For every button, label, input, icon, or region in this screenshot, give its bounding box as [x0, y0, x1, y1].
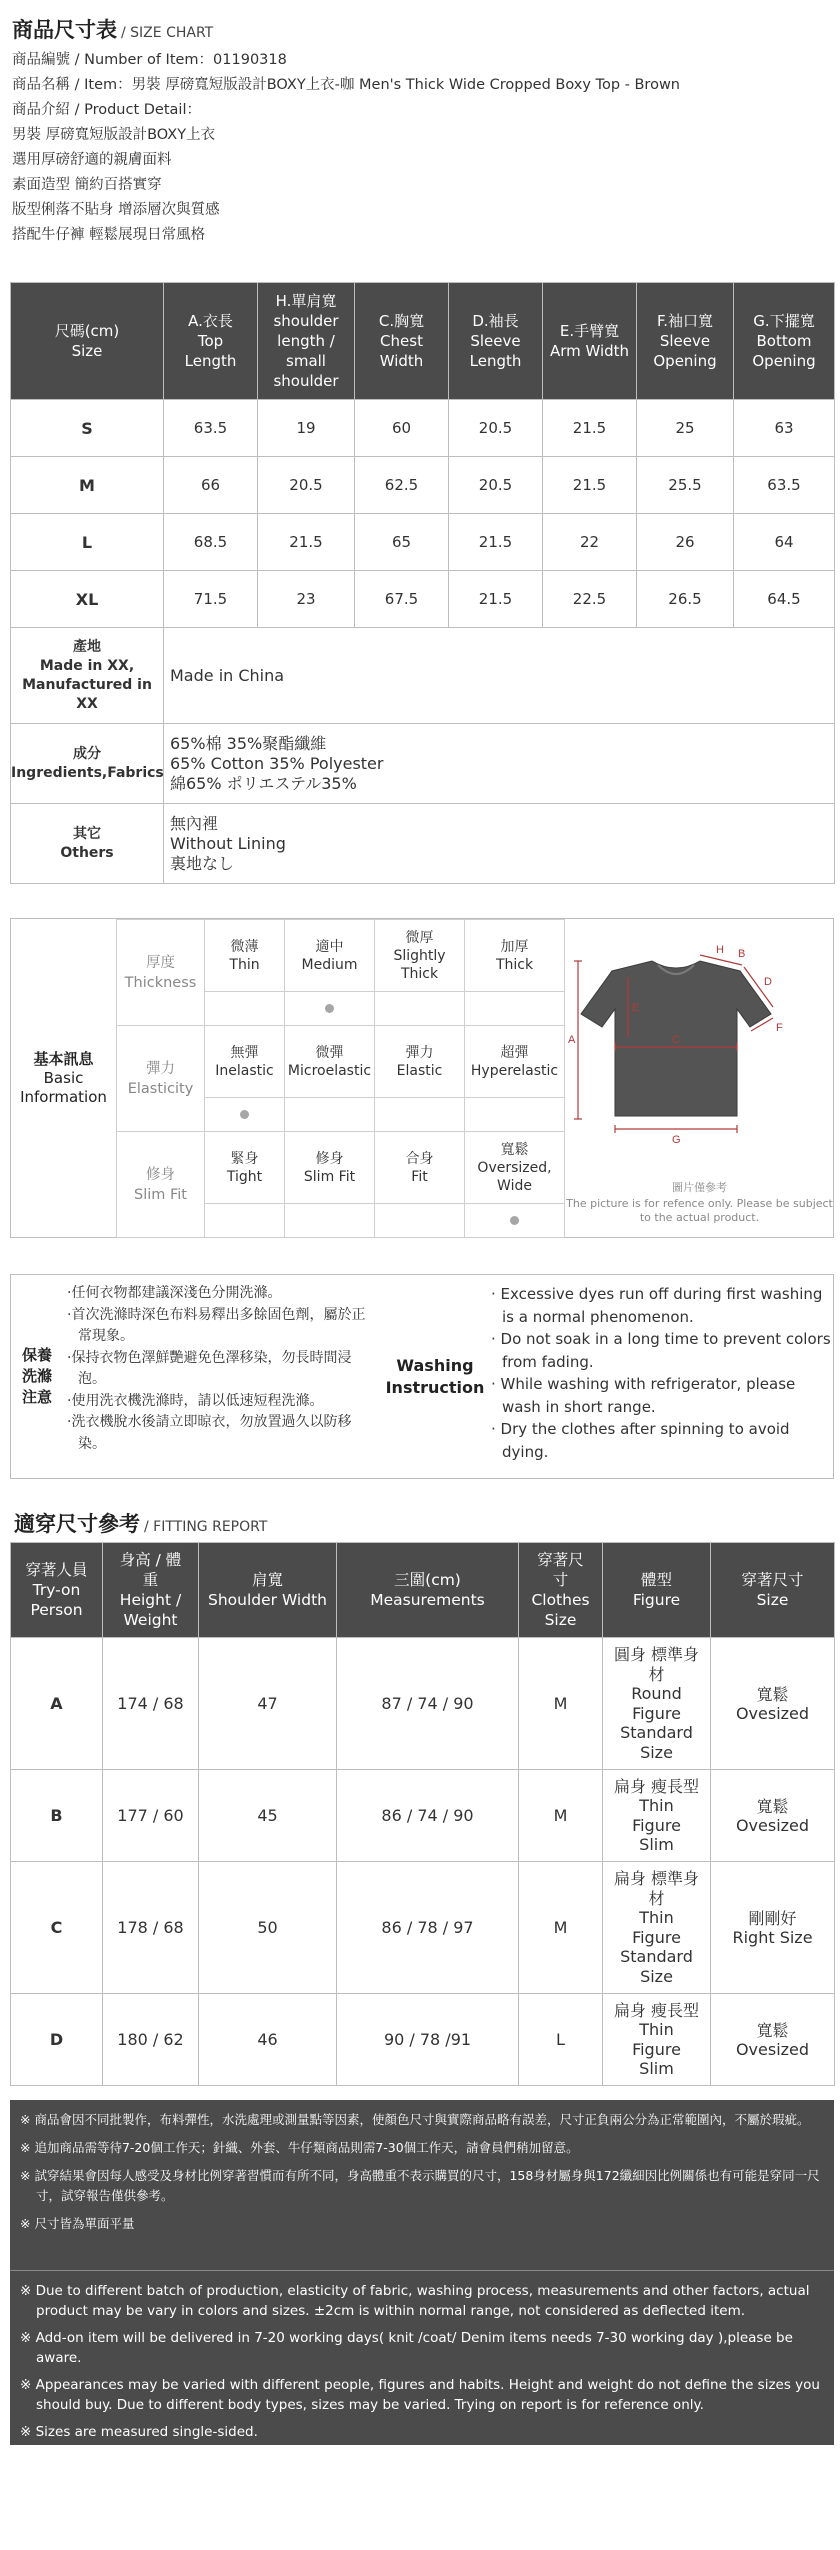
marker-cell [285, 992, 375, 1026]
table-cell: M [519, 1638, 603, 1770]
table-cell: 67.5 [355, 571, 449, 628]
product-detail-line: 男裝 厚磅寬短版設計BOXY上衣 [12, 127, 216, 143]
marker-cell [205, 1098, 285, 1132]
figure-cell: 圓身 標準身 材 Round Figure Standard Size [603, 1638, 711, 1770]
thickness-label: 厚度 Thickness [117, 920, 205, 1026]
table-cell: 47 [199, 1638, 337, 1770]
item-name: 商品名稱 / Item：男裝 厚磅寬短版設計BOXY上衣-咖 Men's Thick Wide Cropped Boxy Top - Brown [12, 77, 680, 93]
marker-cell [375, 992, 465, 1026]
measurement-diagram [566, 919, 833, 1237]
thickness-option: 加厚 Thick [465, 920, 565, 992]
origin-row [11, 628, 835, 724]
table-cell: 21.5 [543, 400, 637, 457]
table-cell: 64 [734, 514, 835, 571]
product-detail-line: 選用厚磅舒適的親膚面料 [12, 152, 172, 168]
marker-cell [205, 1204, 285, 1238]
note-item: ※ Sizes are measured single-sided. [20, 2424, 258, 2440]
table-cell: M [519, 1770, 603, 1862]
header-person: 穿著人員 Try-on Person [11, 1543, 103, 1638]
table-cell: 64.5 [734, 571, 835, 628]
table-cell: 90 / 78 /91 [337, 1994, 519, 2086]
letter-h: H [716, 944, 724, 956]
table-cell: 26.5 [637, 571, 734, 628]
table-cell: 22 [543, 514, 637, 571]
figure-cell: 扁身 瘦長型 Thin Figure Slim [603, 1770, 711, 1862]
origin-label: 產地 Made in XX, Manufactured in XX [11, 628, 164, 724]
product-detail-line: 素面造型 簡約百搭實穿 [12, 177, 162, 193]
fitting-row-c [11, 1862, 835, 1994]
marker-cell [375, 1098, 465, 1132]
selected-dot [240, 1110, 249, 1119]
note-item: ※ 商品會因不同批製作，布料彈性，水洗處理或測量點等因素，使顏色尺寸與實際商品略有誤差，尺寸正負兩公分為正常範圍內，不屬於瑕疵。 [20, 2112, 810, 2127]
header-clothes-size: 穿著尺 寸 Clothes Size [519, 1543, 603, 1638]
tshirt-diagram [566, 919, 833, 1159]
basic-info-label: 基本訊息 Basic Information [20, 1049, 107, 1106]
header-sleeve-length: D.袖長 Sleeve Length [449, 283, 543, 400]
others-value: 無內裡 Without Lining 裏地なし [164, 804, 835, 884]
marker-cell [465, 1098, 565, 1132]
marker-cell [465, 992, 565, 1026]
table-cell: 19 [258, 400, 355, 457]
note-item: ※ 追加商品需等待7-20個工作天；針織、外套、牛仔類商品則需7-30個工作天，請會員們稍加留意。 [20, 2140, 579, 2155]
thickness-option: 微厚 Slightly Thick [375, 920, 465, 992]
header-sleeve-opening: F.袖口寬 Sleeve Opening [637, 283, 734, 400]
header-fit-size: 穿著尺寸 Size [711, 1543, 835, 1638]
diagram-caption-en: The picture is for refence only. Please be subject [566, 1197, 833, 1210]
diagram-caption-zh: 圖片僅參考 [672, 1181, 727, 1194]
table-cell: 63 [734, 400, 835, 457]
fit-label: 修身 Slim Fit [117, 1132, 205, 1238]
size-label: L [11, 514, 164, 571]
marker-cell [285, 1204, 375, 1238]
marker-cell [285, 1098, 375, 1132]
note-item: ※ 試穿結果會因每人感受及身材比例穿著習慣而有所不同，身高體重不表示購買的尺寸，158身材屬身與172纖細因比例關係也有可能是穿同一尺寸，試穿報告僅供參考。 [20, 2168, 820, 2203]
others-label: 其它 Others [11, 804, 164, 884]
size-label: XL [11, 571, 164, 628]
fitting-row-b [11, 1770, 835, 1862]
fit-option: 緊身 Tight [205, 1132, 285, 1204]
elasticity-option: 無彈 Inelastic [205, 1026, 285, 1098]
size-label: M [11, 457, 164, 514]
note-item: ※ Due to different batch of production, elasticity of fabric, washing process, measurements and other factors, actual product may be vary in colors and sizes. ±2cm is within normal range, not considered as deflected item. [20, 2283, 810, 2319]
washing-label-zh: 保養 洗滌 注意 [21, 1346, 52, 1406]
fit-option: 寬鬆 Oversized, Wide [465, 1132, 565, 1204]
elasticity-option: 彈力 Elastic [375, 1026, 465, 1098]
washing-list-en [491, 1283, 831, 1463]
table-cell: 63.5 [734, 457, 835, 514]
table-cell: 180 / 62 [103, 1994, 199, 2086]
fitting-report-title [14, 1508, 267, 1538]
fit-cell: 寬鬆 Ovesized [711, 1770, 835, 1862]
person-label: C [11, 1862, 103, 1994]
table-cell: 23 [258, 571, 355, 628]
size-chart-title [12, 14, 828, 44]
header-height-weight: 身高 / 體 重 Height / Weight [103, 1543, 199, 1638]
header-bottom-opening: G.下擺寬 Bottom Opening [734, 283, 835, 400]
letter-c: C [672, 1034, 680, 1046]
product-detail-label: 商品介紹 / Product Detail： [12, 102, 201, 118]
note-item: ※ 尺寸皆為單面平量 [20, 2216, 135, 2231]
notes-en [10, 2282, 824, 2443]
size-table [10, 282, 835, 884]
diagram-caption-en-2: to the actual product. [639, 1211, 760, 1224]
table-cell: 86 / 74 / 90 [337, 1770, 519, 1862]
table-cell: 20.5 [449, 457, 543, 514]
table-cell: 21.5 [449, 571, 543, 628]
fitting-row-a [11, 1638, 835, 1770]
header-shoulder-width: 肩寬 Shoulder Width [199, 1543, 337, 1638]
attribute-grid [116, 919, 565, 1238]
table-cell: 26 [637, 514, 734, 571]
fit-options [117, 1132, 565, 1204]
selected-dot [510, 1216, 519, 1225]
title-sub: / SIZE CHART [121, 25, 214, 41]
person-label: D [11, 1994, 103, 2086]
fit-cell: 剛剛好 Right Size [711, 1862, 835, 1994]
size-row-s [11, 400, 835, 457]
table-cell: 20.5 [449, 400, 543, 457]
size-label: S [11, 400, 164, 457]
selected-dot [325, 1004, 334, 1013]
fitting-title-sub: / FITTING REPORT [144, 1519, 268, 1535]
list-item: ·使用洗衣機洗滌時，請以低速短程洗滌。 [67, 1392, 324, 1409]
table-cell: 178 / 68 [103, 1862, 199, 1994]
thickness-option: 微薄 Thin [205, 920, 285, 992]
person-label: A [11, 1638, 103, 1770]
table-cell: 86 / 78 / 97 [337, 1862, 519, 1994]
notes-zh [10, 2110, 824, 2234]
list-item: · Excessive dyes run off during first washing is a normal phenomenon. [491, 1285, 823, 1326]
fit-cell: 寬鬆 Ovesized [711, 1994, 835, 2086]
washing-instructions [10, 1274, 834, 1479]
table-cell: 177 / 60 [103, 1770, 199, 1862]
list-item: · While washing with refrigerator, please wash in short range. [491, 1375, 796, 1416]
size-table-header [11, 283, 835, 400]
letter-a: A [568, 1034, 576, 1046]
fitting-table [10, 1542, 835, 2086]
list-item: ·首次洗滌時深色布料易釋出多餘固色劑，屬於正常現象。 [67, 1306, 366, 1344]
list-item: ·保持衣物色澤鮮艷避免色澤移染，勿長時間浸泡。 [67, 1349, 352, 1387]
letter-f: F [776, 1022, 783, 1034]
header-top-length: A.衣長 Top Length [164, 283, 258, 400]
size-row-xl [11, 571, 835, 628]
others-row [11, 804, 835, 884]
washing-list-zh [67, 1283, 377, 1455]
fit-option: 合身 Fit [375, 1132, 465, 1204]
table-cell: 71.5 [164, 571, 258, 628]
table-cell: 87 / 74 / 90 [337, 1638, 519, 1770]
size-row-m [11, 457, 835, 514]
header-arm-width: E.手臂寬 Arm Width [543, 283, 637, 400]
table-cell: 50 [199, 1862, 337, 1994]
elasticity-option: 超彈 Hyperelastic [465, 1026, 565, 1098]
table-cell: 25.5 [637, 457, 734, 514]
product-header [12, 14, 828, 248]
fit-option: 修身 Slim Fit [285, 1132, 375, 1204]
table-cell: 21.5 [258, 514, 355, 571]
marker-cell [375, 1204, 465, 1238]
letter-e: E [632, 1002, 640, 1014]
fitting-title-main: 適穿尺寸參考 [14, 1512, 140, 1536]
table-cell: 65 [355, 514, 449, 571]
table-cell: L [519, 1994, 603, 2086]
list-item: ·洗衣機脫水後請立即晾衣，勿放置過久以防移染。 [67, 1414, 352, 1452]
elasticity-label: 彈力 Elasticity [117, 1026, 205, 1132]
thickness-options [117, 920, 565, 992]
marker-cell [465, 1204, 565, 1238]
table-cell: 46 [199, 1994, 337, 2086]
person-label: B [11, 1770, 103, 1862]
header-figure: 體型 Figure [603, 1543, 711, 1638]
fitting-table-header [11, 1543, 835, 1638]
origin-value: Made in China [164, 628, 835, 724]
elasticity-options [117, 1026, 565, 1098]
letter-b: B [738, 948, 746, 960]
size-row-l [11, 514, 835, 571]
title-main: 商品尺寸表 [12, 18, 117, 42]
table-cell: 22.5 [543, 571, 637, 628]
basic-info [10, 918, 834, 1238]
fit-cell: 寬鬆 Ovesized [711, 1638, 835, 1770]
header-shoulder: H.單肩寬 shoulder length / small shoulder [258, 283, 355, 400]
table-cell: 21.5 [449, 514, 543, 571]
letter-g: G [672, 1134, 681, 1146]
table-cell: 45 [199, 1770, 337, 1862]
fabric-value: 65%棉 35%聚酯纖維 65% Cotton 35% Polyester 綿65% ポリエステル35% [164, 724, 835, 804]
item-number: 商品編號 / Number of Item：01190318 [12, 52, 287, 68]
note-item: ※ Appearances may be varied with different people, figures and habits. Height and weight do not define the sizes you should buy. Due to different body types, sizes may be varied. Trying on report is for reference only. [20, 2377, 820, 2413]
washing-label-en: Washing Instruction [385, 1355, 485, 1397]
product-detail-line: 版型俐落不貼身 增添層次與質感 [12, 202, 220, 218]
list-item: · Do not soak in a long time to prevent colors from fading. [491, 1330, 831, 1371]
table-cell: 62.5 [355, 457, 449, 514]
figure-cell: 扁身 瘦長型 Thin Figure Slim [603, 1994, 711, 2086]
table-cell: 60 [355, 400, 449, 457]
header-measurements: 三圍(cm) Measurements [337, 1543, 519, 1638]
header-size: 尺碼(cm) Size [11, 283, 164, 400]
marker-cell [205, 992, 285, 1026]
thickness-option: 適中 Medium [285, 920, 375, 992]
elasticity-option: 微彈 Microelastic [285, 1026, 375, 1098]
table-cell: 174 / 68 [103, 1638, 199, 1770]
letter-d: D [764, 976, 772, 988]
product-detail-line: 搭配牛仔褲 輕鬆展現日常風格 [12, 227, 206, 243]
table-cell: 66 [164, 457, 258, 514]
list-item: ·任何衣物都建議深淺色分開洗滌。 [67, 1285, 282, 1301]
table-cell: 25 [637, 400, 734, 457]
table-cell: 21.5 [543, 457, 637, 514]
note-item: ※ Add-on item will be delivered in 7-20 working days( knit /coat/ Denim items needs 7-30 working day ),please be aware. [20, 2330, 793, 2366]
table-cell: 20.5 [258, 457, 355, 514]
notes-panel [10, 2100, 834, 2445]
header-chest-width: C.胸寬 Chest Width [355, 283, 449, 400]
table-cell: M [519, 1862, 603, 1994]
figure-cell: 扁身 標準身 材 Thin Figure Standard Size [603, 1862, 711, 1994]
notes-divider [10, 2270, 834, 2271]
fitting-row-d [11, 1994, 835, 2086]
table-cell: 68.5 [164, 514, 258, 571]
list-item: · Dry the clothes after spinning to avoid dying. [491, 1420, 790, 1461]
fabric-row [11, 724, 835, 804]
fabric-label: 成分 Ingredients,Fabrics [11, 724, 164, 804]
table-cell: 63.5 [164, 400, 258, 457]
